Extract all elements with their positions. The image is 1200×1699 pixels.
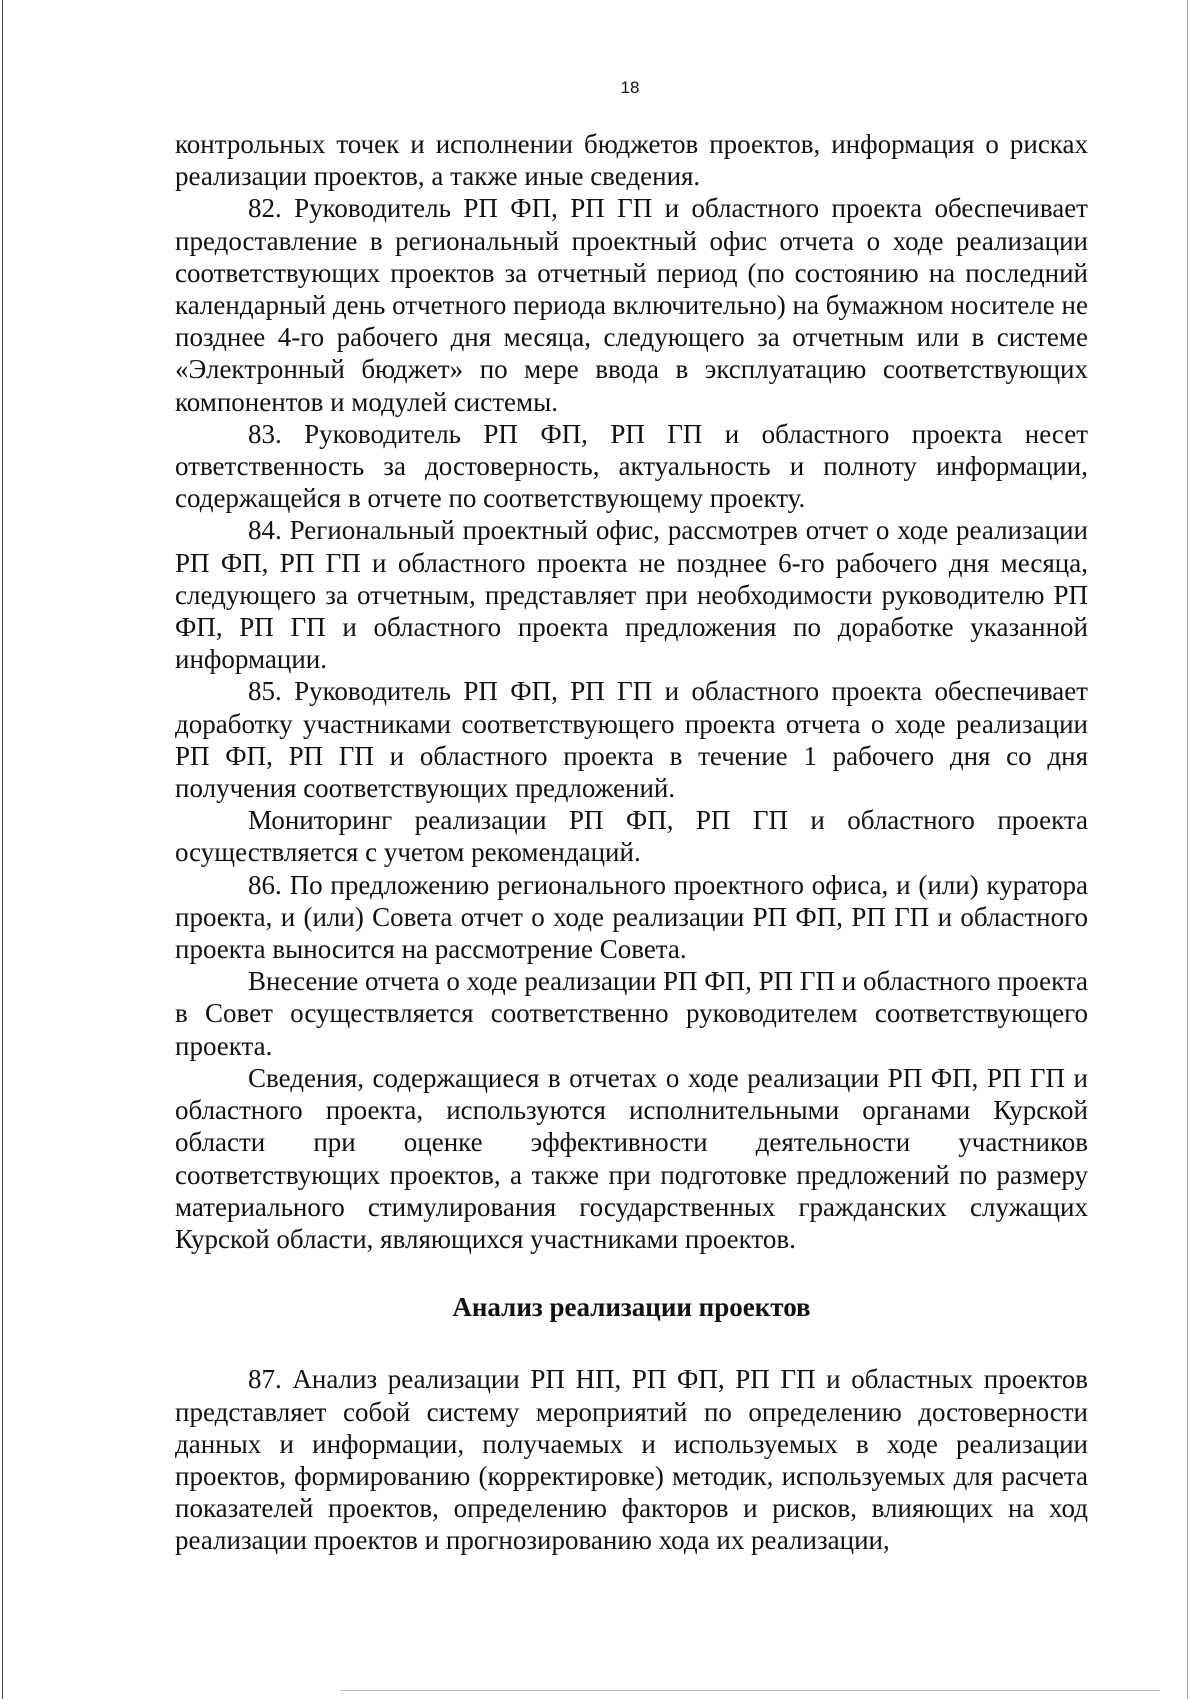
paragraph-report-usage: Сведения, содержащиеся в отчетах о ходе реализации РП ФП, РП ГП и областного проекта, используются исполнительными органами Курской области при оценке эффективности деятельности участников соответствующих проектов, а также при подготовке предложений по размеру материального стимулирования государственных гражданских служащих Курской области, являющихся участниками проектов.	[175, 1062, 1088, 1254]
paragraph-85: 85. Руководитель РП ФП, РП ГП и областного проекта обеспечивает доработку участниками соответствующего проекта отчета о ходе реализации РП ФП, РП ГП и областного проекта в течение 1 рабочего дня со дня получения соответствующих предложений.	[175, 676, 1088, 804]
paragraph-monitoring: Мониторинг реализации РП ФП, РП ГП и областного проекта осуществляется с учетом рекомендаций.	[175, 805, 1088, 868]
paragraph-82: 82. Руководитель РП ФП, РП ГП и областного проекта обеспечивает предоставление в региональный проектный офис отчета о ходе реализации соответствующих проектов за отчетный период (по состоянию на последний календарный день отчетного периода включительно) на бумажном носителе не позднее 4-го рабочего дня месяца, следующего за отчетным или в системе «Электронный бюджет» по мере ввода в эксплуатацию соответствующих компонентов и модулей системы.	[175, 193, 1088, 417]
paragraph-86: 86. По предложению регионального проектного офиса, и (или) куратора проекта, и (или) Совета отчет о ходе реализации РП ФП, РП ГП и областного проекта выносится на рассмотрение Совета.	[175, 869, 1088, 965]
scan-edge-left	[2, 0, 3, 1699]
paragraph-87: 87. Анализ реализации РП НП, РП ФП, РП ГП и областных проектов представляет собой систему мероприятий по определению достоверности данных и информации, получаемых и используемых в ходе реализации проектов, формированию (корректировке) методик, используемых для расчета показателей проектов, определению факторов и рисков, влияющих на ход реализации проектов и прогнозированию хода их реализации,	[175, 1364, 1088, 1556]
document-body	[175, 128, 1088, 1557]
page-number: 18	[620, 78, 640, 97]
paragraph-84: 84. Региональный проектный офис, рассмотрев отчет о ходе реализации РП ФП, РП ГП и областного проекта не позднее 6-го рабочего дня месяца, следующего за отчетным, представляет при необходимости руководителю РП ФП, РП ГП и областного проекта предложения по доработке указанной информации.	[175, 515, 1088, 675]
paragraph-report-submission: Внесение отчета о ходе реализации РП ФП, РП ГП и областного проекта в Совет осуществляется соответственно руководителем соответствующего проекта.	[175, 966, 1088, 1061]
scan-edge-bottom	[340, 1690, 1160, 1691]
paragraph-continuation: контрольных точек и исполнении бюджетов проектов, информация о рисках реализации проектов, а также иные сведения.	[175, 129, 1088, 192]
paragraph-83: 83. Руководитель РП ФП, РП ГП и областного проекта несет ответственность за достоверность, актуальность и полноту информации, содержащейся в отчете по соответствующему проекту.	[175, 418, 1088, 514]
section-heading: Анализ реализации проектов	[452, 1292, 811, 1323]
scan-edge-right	[1187, 0, 1188, 1699]
